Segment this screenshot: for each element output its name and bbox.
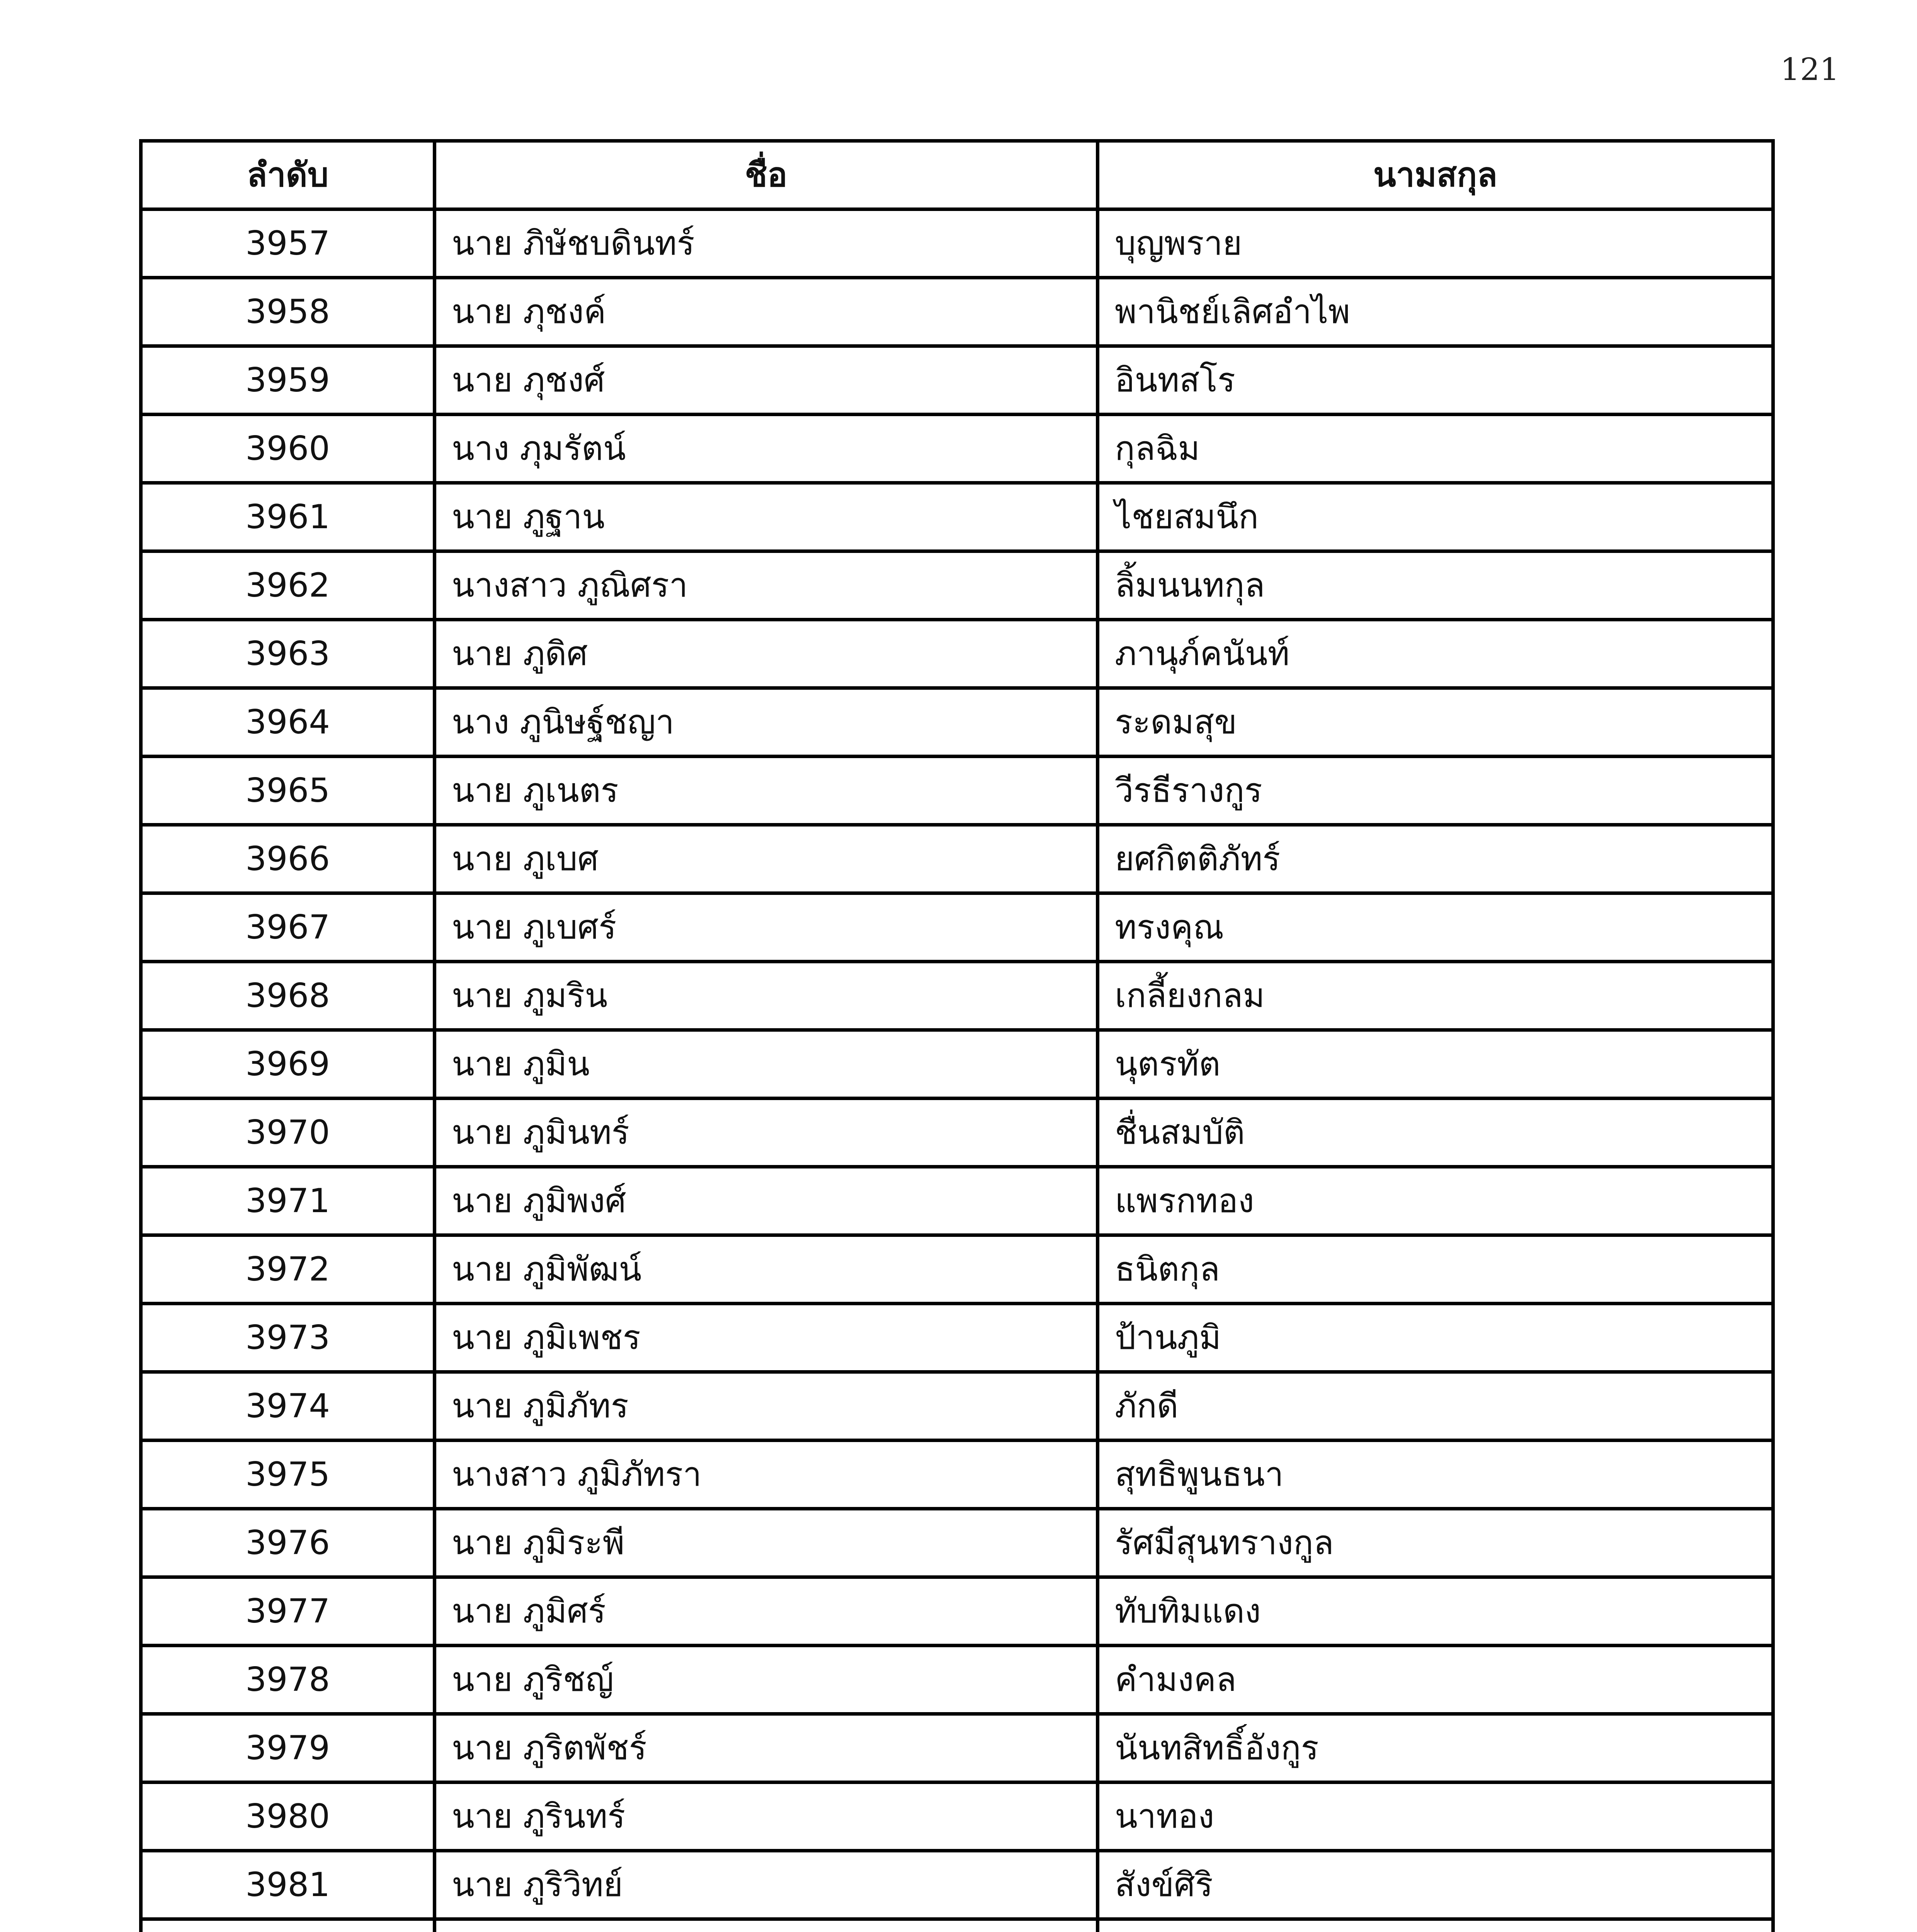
table-row: [141, 551, 1773, 620]
cell-name: นาย ภูดิศ: [435, 620, 1098, 688]
cell-surname: บุญพราย: [1098, 209, 1773, 278]
roster-table: [139, 139, 1775, 1932]
cell-no: 3971: [141, 1167, 435, 1235]
cell-name: นาย ภุชงศ์: [435, 346, 1098, 415]
table-row: [141, 1509, 1773, 1577]
cell-name: นาย ภูมิพัฒน์: [435, 1235, 1098, 1304]
cell-no: 3977: [141, 1577, 435, 1646]
cell-name: นาย ภูมินทร์: [435, 1099, 1098, 1167]
cell-name: นาง ภุมรัตน์: [435, 415, 1098, 483]
cell-surname: ชื่นสมบัติ: [1098, 1099, 1773, 1167]
table-row: [141, 688, 1773, 757]
table-row: [141, 1099, 1773, 1167]
cell-surname: อินทสโร: [1098, 346, 1773, 415]
header-name: ชื่อ: [435, 141, 1098, 209]
table-row: [141, 1577, 1773, 1646]
cell-no: 3972: [141, 1235, 435, 1304]
table-row: [141, 962, 1773, 1030]
cell-surname: ไชยสมนึก: [1098, 483, 1773, 551]
table-row: [141, 1440, 1773, 1509]
cell-surname: ป้านภูมิ: [1098, 1304, 1773, 1372]
cell-surname: [1098, 1919, 1773, 1932]
table-row: [141, 1030, 1773, 1099]
cell-surname: ระดมสุข: [1098, 688, 1773, 757]
cell-no: 3961: [141, 483, 435, 551]
cell-no: 3962: [141, 551, 435, 620]
cell-surname: วีรธีรางกูร: [1098, 757, 1773, 825]
cell-name: นาย ภูรินทร์: [435, 1782, 1098, 1851]
cell-surname: ทรงคุณ: [1098, 893, 1773, 962]
table-row: [141, 893, 1773, 962]
table-row: [141, 1646, 1773, 1714]
cell-name: [435, 1919, 1098, 1932]
cell-surname: รัศมีสุนทรางกูล: [1098, 1509, 1773, 1577]
header-surname: นามสกุล: [1098, 141, 1773, 209]
table-row: [141, 1851, 1773, 1919]
cell-no: 3981: [141, 1851, 435, 1919]
cell-no: 3980: [141, 1782, 435, 1851]
table-row: [141, 1304, 1773, 1372]
cell-no: 3965: [141, 757, 435, 825]
cell-no: 3979: [141, 1714, 435, 1782]
cell-no: 3967: [141, 893, 435, 962]
cell-name: นาย ภูมริน: [435, 962, 1098, 1030]
cell-name: นาย ภูริตพัชร์: [435, 1714, 1098, 1782]
cell-surname: กุลฉิม: [1098, 415, 1773, 483]
cell-surname: คำมงคล: [1098, 1646, 1773, 1714]
cell-name: นาย ภูมิเพชร: [435, 1304, 1098, 1372]
cell-surname: ภานุภ์คนันท์: [1098, 620, 1773, 688]
cell-name: นาย ภูริวิทย์: [435, 1851, 1098, 1919]
cell-name: นาย ภูฐาน: [435, 483, 1098, 551]
cell-no: 3959: [141, 346, 435, 415]
cell-surname: ยศกิตติภัทร์: [1098, 825, 1773, 893]
table-row: [141, 1372, 1773, 1440]
cell-no: 3978: [141, 1646, 435, 1714]
cell-name: นาง ภูนิษฐ์ชญา: [435, 688, 1098, 757]
cell-no: 3958: [141, 278, 435, 346]
cell-name: นาย ภูมิระพี: [435, 1509, 1098, 1577]
cell-no: 3968: [141, 962, 435, 1030]
table-row: [141, 1782, 1773, 1851]
cell-no: 3966: [141, 825, 435, 893]
cell-surname: นันทสิทธิ์อังกูร: [1098, 1714, 1773, 1782]
table-row: [141, 415, 1773, 483]
cell-name: นาย ภูเนตร: [435, 757, 1098, 825]
cell-name: นาย ภูมิน: [435, 1030, 1098, 1099]
cell-surname: สุทธิพูนธนา: [1098, 1440, 1773, 1509]
cell-no: [141, 1919, 435, 1932]
table-row: [141, 1167, 1773, 1235]
page-number: 121: [1780, 51, 1839, 87]
cell-no: 3957: [141, 209, 435, 278]
cell-name: นาย ภูริชญ์: [435, 1646, 1098, 1714]
table-row: [141, 620, 1773, 688]
cell-no: 3969: [141, 1030, 435, 1099]
cell-name: นาย ภูมิภัทร: [435, 1372, 1098, 1440]
table-body: [141, 209, 1773, 1932]
cell-name: นาย ภูเบศร์: [435, 893, 1098, 962]
cell-surname: ภักดี: [1098, 1372, 1773, 1440]
cell-surname: สังข์ศิริ: [1098, 1851, 1773, 1919]
cell-no: 3970: [141, 1099, 435, 1167]
table-row: [141, 825, 1773, 893]
cell-surname: เกลี้ยงกลม: [1098, 962, 1773, 1030]
cell-name: นางสาว ภูมิภัทรา: [435, 1440, 1098, 1509]
table-row: [141, 1919, 1773, 1932]
cell-name: นาย ภูมิศร์: [435, 1577, 1098, 1646]
cell-surname: ลิ้มนนทกุล: [1098, 551, 1773, 620]
table-row: [141, 483, 1773, 551]
cell-name: นาย ภิษัชบดินทร์: [435, 209, 1098, 278]
cell-no: 3963: [141, 620, 435, 688]
cell-no: 3975: [141, 1440, 435, 1509]
cell-no: 3974: [141, 1372, 435, 1440]
cell-no: 3964: [141, 688, 435, 757]
cell-name: นาย ภุชงค์: [435, 278, 1098, 346]
cell-no: 3960: [141, 415, 435, 483]
cell-surname: พานิชย์เลิศอำไพ: [1098, 278, 1773, 346]
cell-name: นาย ภูมิพงศ์: [435, 1167, 1098, 1235]
cell-no: 3973: [141, 1304, 435, 1372]
cell-surname: นาทอง: [1098, 1782, 1773, 1851]
cell-surname: ทับทิมแดง: [1098, 1577, 1773, 1646]
table-row: [141, 1235, 1773, 1304]
header-no: ลำดับ: [141, 141, 435, 209]
cell-surname: ธนิตกุล: [1098, 1235, 1773, 1304]
cell-surname: แพรกทอง: [1098, 1167, 1773, 1235]
cell-surname: นุตรทัต: [1098, 1030, 1773, 1099]
table-row: [141, 1714, 1773, 1782]
cell-name: นางสาว ภูณิศรา: [435, 551, 1098, 620]
cell-no: 3976: [141, 1509, 435, 1577]
table-row: [141, 278, 1773, 346]
table-header-row: [141, 141, 1773, 209]
table-row: [141, 209, 1773, 278]
table-row: [141, 757, 1773, 825]
table-row: [141, 346, 1773, 415]
cell-name: นาย ภูเบศ: [435, 825, 1098, 893]
